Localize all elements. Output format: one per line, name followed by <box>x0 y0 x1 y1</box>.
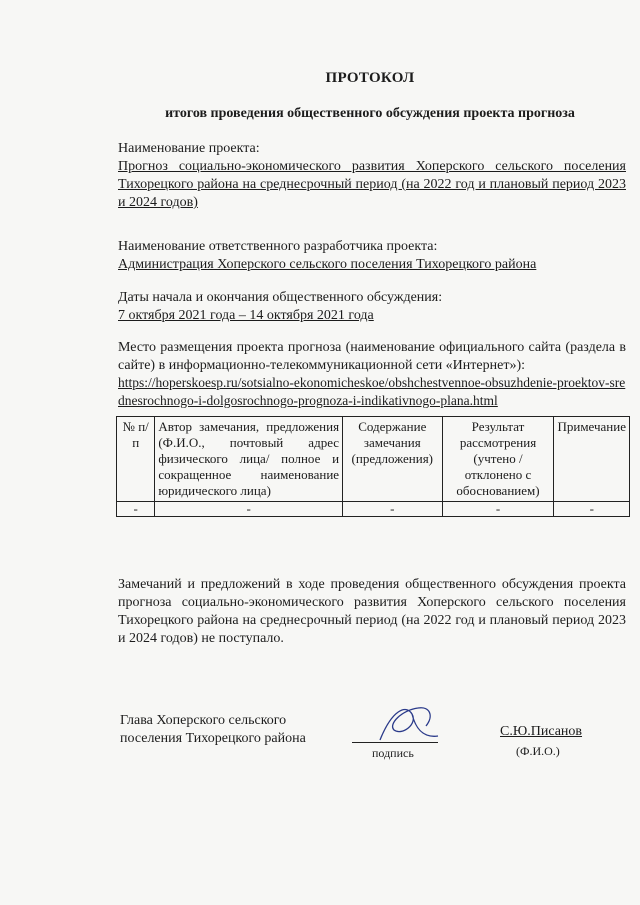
developer-section <box>118 238 626 274</box>
cell-author: - <box>155 502 343 517</box>
project-name-value: Прогноз социально-экономического развития Хоперского сельского поселения Тихорецкого района на среднесрочный период (на 2022 год и плановый период 2023 и 2024 годов) <box>118 159 626 210</box>
developer-value: Администрация Хоперского сельского поселения Тихорецкого района <box>118 257 537 272</box>
dates-label: Даты начала и окончания общественного обсуждения: <box>118 290 443 305</box>
header-number: № п/п <box>117 417 155 502</box>
table-row <box>117 502 630 517</box>
cell-result: - <box>442 502 554 517</box>
document-subtitle: итогов проведения общественного обсуждения проекта прогноза <box>165 106 575 121</box>
signatory-name: С.Ю.Писанов <box>500 724 583 739</box>
signatory-name-caption: (Ф.И.О.) <box>516 744 560 758</box>
cell-content: - <box>343 502 442 517</box>
dates-value: 7 октября 2021 года – 14 октября 2021 года <box>118 308 374 323</box>
table-header-row <box>117 417 630 502</box>
signature-caption: подпись <box>372 746 414 760</box>
dates-section <box>118 289 626 325</box>
header-result: Результат рассмотрения (учтено / отклонено с обоснованием) <box>442 417 554 502</box>
placement-url-link[interactable]: https://hoperskoesp.ru/sotsialno-ekonomicheskoe/obshchestvennoe-obsuzhdenie-proektov-srednesrochnogo-i-dolgosrochnogo-prognoza-i-indikativnogo-plana.html <box>118 375 626 408</box>
remarks-table <box>116 416 630 517</box>
handwritten-signature <box>372 700 444 746</box>
position-line-2: поселения Тихорецкого района <box>120 731 306 746</box>
placement-label: Место размещения проекта прогноза (наименование официального сайта (раздела в сайте) в информационно-телекоммуникационной сети «Интернет»): <box>118 340 626 373</box>
project-name-label: Наименование проекта: <box>118 141 260 156</box>
signature-line <box>352 742 438 743</box>
cell-note: - <box>554 502 630 517</box>
cell-number: - <box>117 502 155 517</box>
conclusion-text: Замечаний и предложений в ходе проведения общественного обсуждения проекта прогноза социально-экономического развития Хоперского сельского поселения Тихорецкого района на среднесрочный период (на 2022 год и плановый период 2023 и 2024 годов) не поступало. <box>118 577 626 646</box>
developer-label: Наименование ответственного разработчика проекта: <box>118 239 438 254</box>
header-content: Содержание замечания (предложения) <box>343 417 442 502</box>
position-line-1: Глава Хоперского сельского <box>120 713 287 728</box>
signatory-position <box>120 712 306 748</box>
document-title: ПРОТОКОЛ <box>325 70 415 86</box>
project-name-section <box>118 140 626 212</box>
header-note: Примечание <box>554 417 630 502</box>
header-author: Автор замечания, предложения (Ф.И.О., почтовый адрес физического лица/ полное и сокращенное наименование юридического лица) <box>155 417 343 502</box>
